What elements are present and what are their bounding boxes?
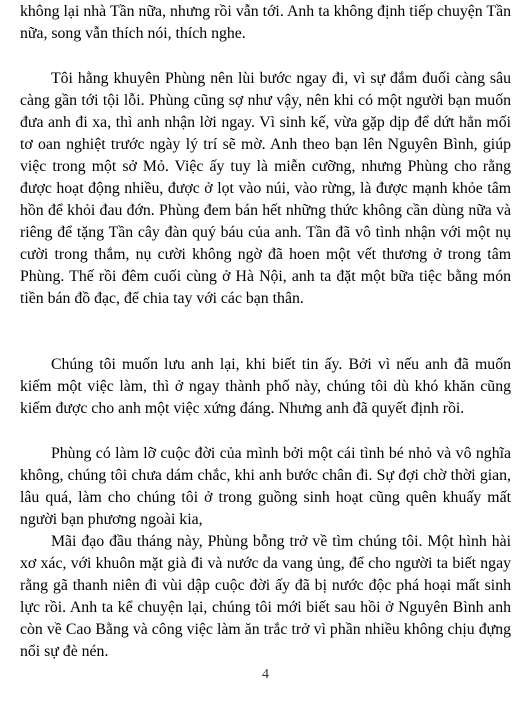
paragraph-2: Tôi hằng khuyên Phùng nên lùi bước ngay đi, vì sự đắm đuối càng sâu càng gần tới tội lỗi. Phùng cũng sợ như vậy, nên khi có một người bạn muốn đưa anh đi xa, thì anh nhận lời ngay. Vì sinh kế, vừa gặp dịp để dứt hẳn mối tơ oan nghiệt trước ngày lý trí sẽ mờ. Anh theo bạn lên Nguyên Bình, giúp việc trong một sở Mỏ. Việc ấy tuy là miễn cưỡng, nhưng Phùng cho rằng được hoạt động nhiều, được ở lọt vào núi, vào rừng, là được mạnh khỏe tâm hồn để khỏi đau đớn. Phùng đem bán hết những thức không cần dùng nữa và riêng để tặng Tần cây đàn quý báu của anh. Tần đã vô tình nhận với một nụ cười trong thắm, nụ cười không ngờ đã hoen một vết thương ở trong tâm Phùng. Thế rồi đêm cuối cùng ở Hà Nội, anh ta đặt một bữa tiệc bằng món tiền bán đồ đạc, để chia tay với các bạn thân. xyxy=(20,70,511,307)
paragraph-3: Chúng tôi muốn lưu anh lại, khi biết tin ấy. Bởi vì nếu anh đã muốn kiếm một việc làm, thì ở ngay thành phố này, chúng tôi dù khó khăn cũng kiếm được cho anh một việc xứng đáng. Nhưng anh đã quyết định rồi. xyxy=(20,356,511,417)
paragraph-1: không lại nhà Tần nữa, nhưng rồi vẫn tới. Anh ta không định tiếp chuyện Tần nữa, song vẫn thích nói, thích nghe. xyxy=(20,3,511,42)
page-number: 4 xyxy=(262,667,269,682)
paragraph-5: Mãi đạo đầu tháng này, Phùng bỗng trở về tìm chúng tôi. Một hình hài xơ xác, với khuôn mặt già đi và nước da vang ủng, để cho người ta biết ngay rằng gã thanh niên đi vùi dập cuộc đời ấy đã bị nước độc phá hoại mất sinh lực rồi. Anh ta kể chuyện lại, chúng tôi mới biết sau hồi ở Nguyên Bình anh còn về Cao Bằng và công việc làm ăn trắc trở vì phần nhiều không chịu đựng nổi sự đè nén. xyxy=(20,533,511,660)
paragraph-4: Phùng có làm lỡ cuộc đời của mình bởi một cái tình bé nhỏ và vô nghĩa không, chúng tôi chưa dám chắc, khi anh bước chân đi. Sự đợi chờ thời gian, lâu quá, làm cho chúng tôi ở trong guồng sinh hoạt cũng quên khuấy mất người bạn phương ngoài kia, xyxy=(20,445,511,528)
document-page xyxy=(20,0,511,707)
